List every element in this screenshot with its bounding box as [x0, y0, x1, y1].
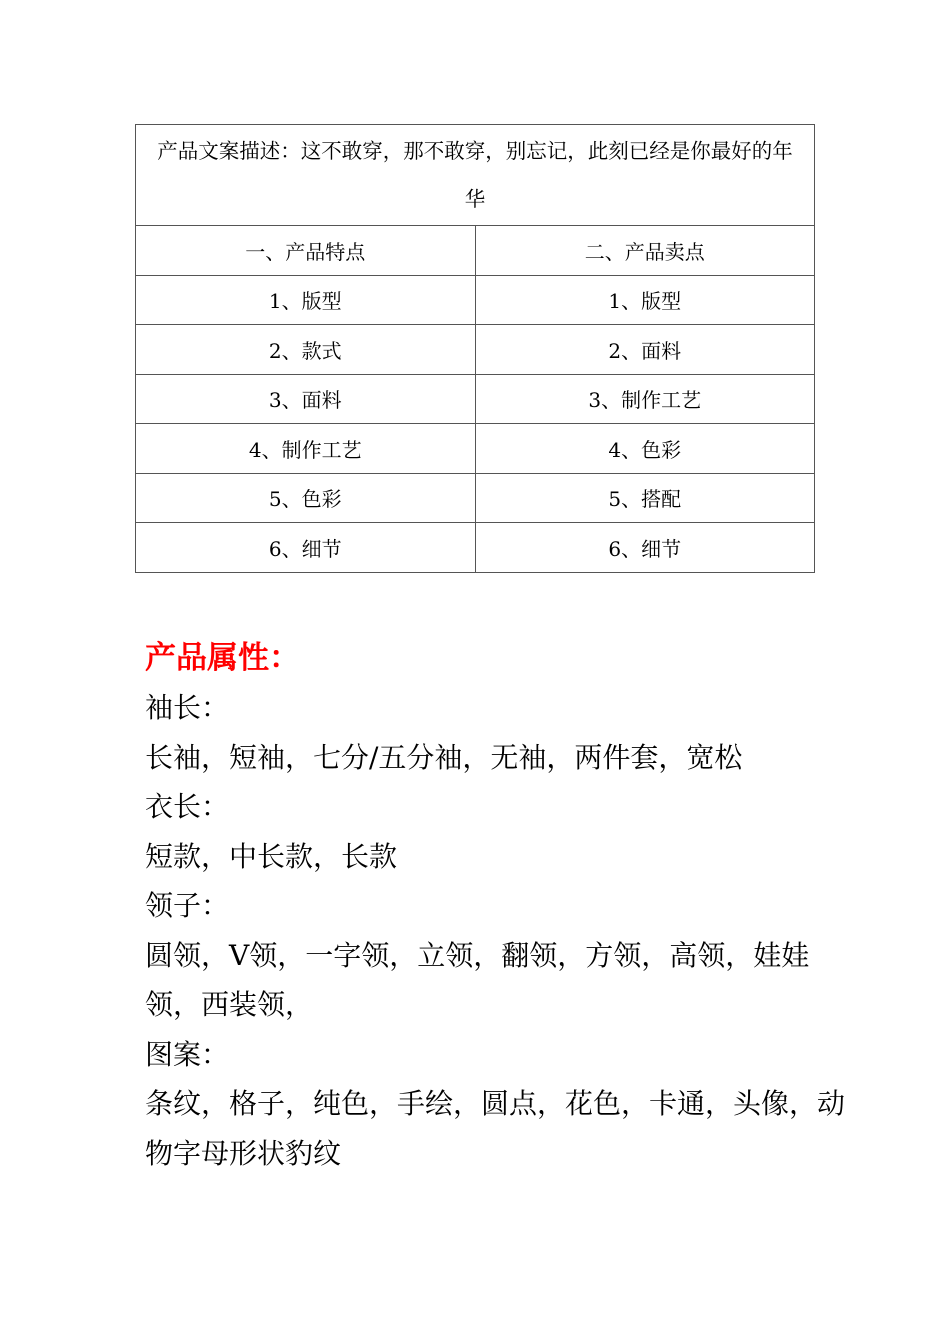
selling-point-cell: 2、面料	[475, 325, 815, 375]
table-row	[136, 473, 815, 523]
header-selling-points: 二、产品卖点	[475, 226, 815, 276]
pattern-values: 条纹，格子，纯色，手绘，圆点，花色，卡通，头像，动物字母形状豹纹	[145, 1087, 846, 1170]
product-table	[135, 124, 815, 573]
selling-point-cell: 6、细节	[475, 523, 815, 573]
selling-point-cell: 3、制作工艺	[475, 374, 815, 424]
length-values: 短款，中长款，长款	[145, 839, 398, 873]
table-row	[136, 374, 815, 424]
sleeve-values: 长袖，短袖，七分/五分袖，无袖，两件套，宽松	[145, 740, 743, 774]
product-attributes	[145, 634, 845, 1178]
feature-cell: 6、细节	[136, 523, 476, 573]
description-cell: 产品文案描述：这不敢穿，那不敢穿，别忘记，此刻已经是你最好的年华	[136, 125, 815, 226]
collar-label: 领子：	[145, 889, 230, 922]
feature-cell: 5、色彩	[136, 473, 476, 523]
description-row	[136, 125, 815, 226]
selling-point-cell: 5、搭配	[475, 473, 815, 523]
feature-cell: 1、版型	[136, 275, 476, 325]
pattern-label: 图案：	[145, 1037, 230, 1071]
feature-cell: 2、款式	[136, 325, 476, 375]
feature-cell: 4、制作工艺	[136, 424, 476, 474]
attributes-title: 产品属性：	[145, 640, 300, 676]
selling-point-cell: 1、版型	[475, 275, 815, 325]
table-row	[136, 325, 815, 375]
header-features: 一、产品特点	[136, 226, 476, 276]
header-row	[136, 226, 815, 276]
selling-point-cell: 4、色彩	[475, 424, 815, 474]
table-row	[136, 523, 815, 573]
table-row	[136, 424, 815, 474]
sleeve-label: 袖长：	[145, 691, 230, 724]
table-row	[136, 275, 815, 325]
feature-cell: 3、面料	[136, 374, 476, 424]
collar-values: 圆领，V领，一字领，立领，翻领，方领，高领，娃娃领，西装领，	[145, 938, 810, 1021]
length-label: 衣长：	[145, 790, 230, 823]
